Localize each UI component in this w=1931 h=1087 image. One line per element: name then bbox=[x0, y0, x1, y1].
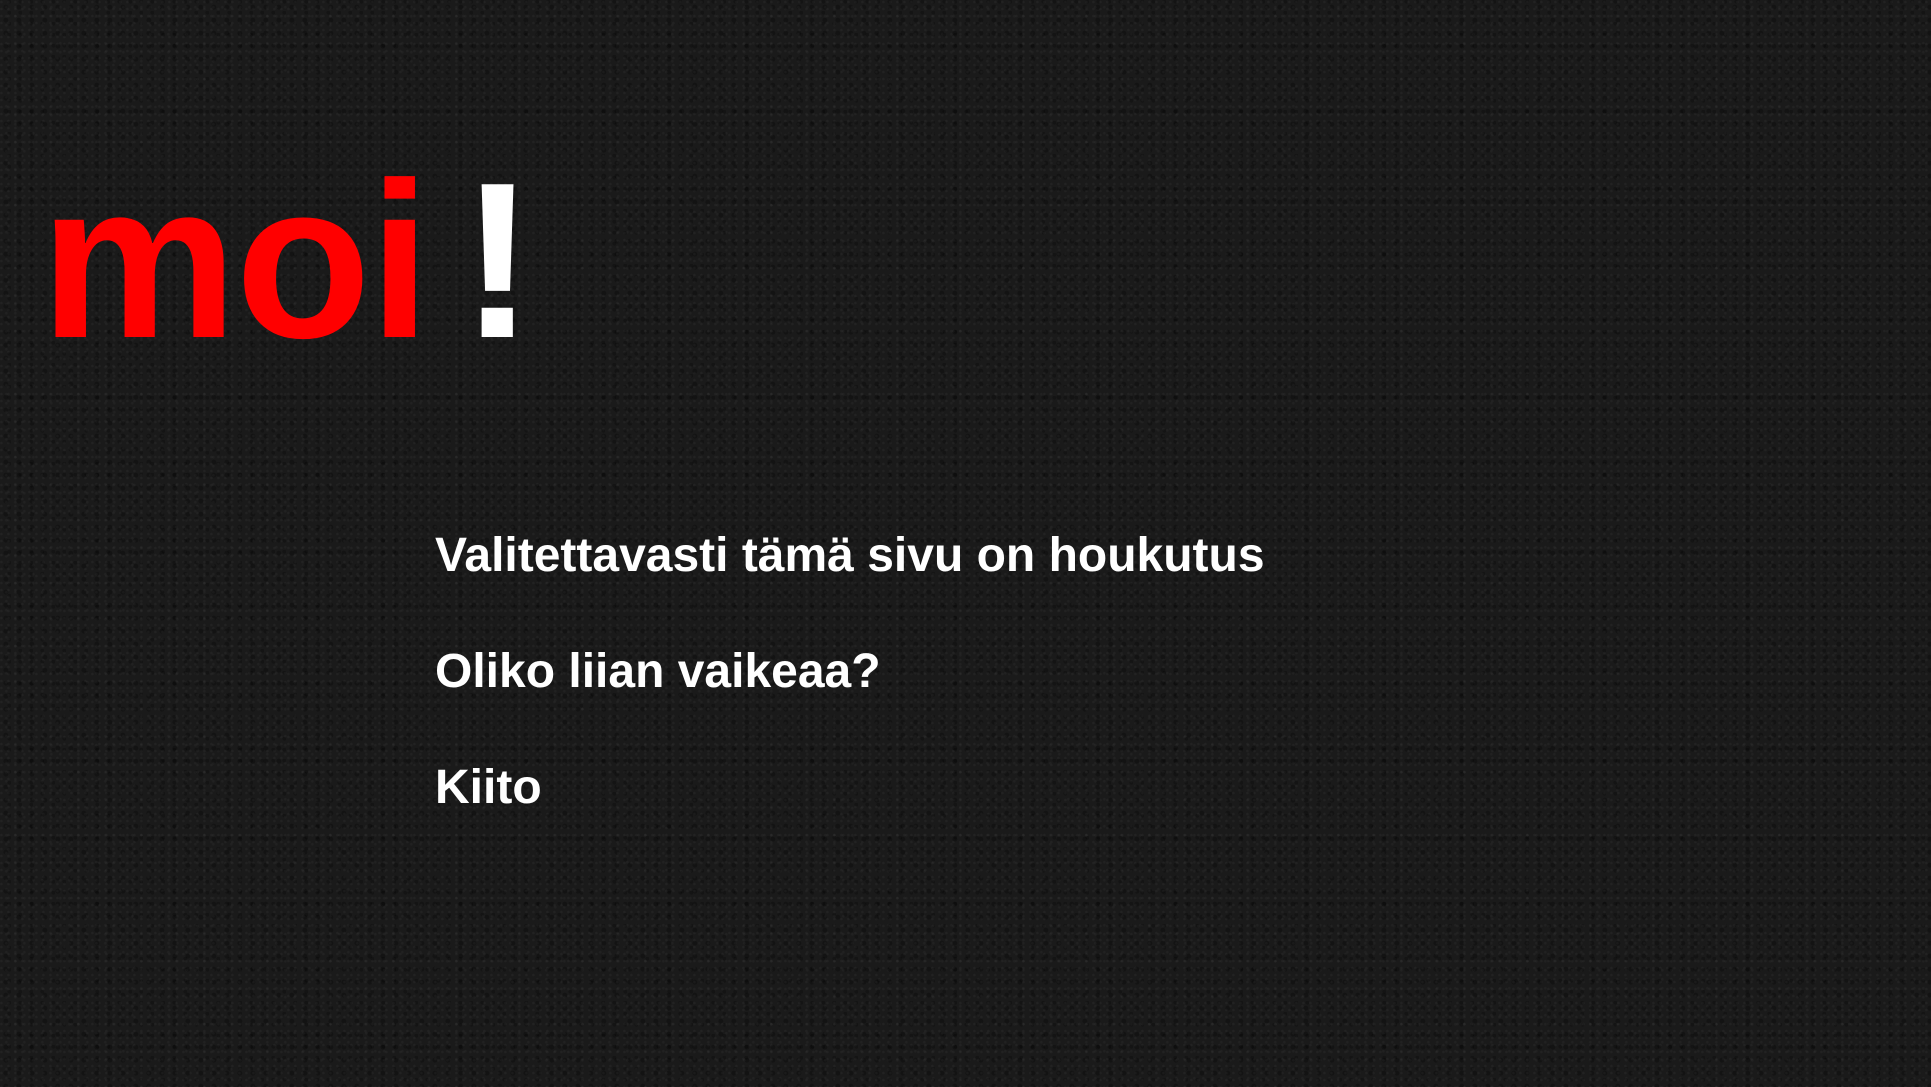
logo-word: moi bbox=[40, 137, 429, 385]
moi-logo bbox=[40, 137, 535, 390]
message-line-thanks: Kiito bbox=[435, 761, 542, 814]
logo-exclamation: ! bbox=[460, 137, 535, 385]
message-line-question: Oliko liian vaikeaa? bbox=[435, 645, 881, 698]
message-block bbox=[435, 528, 1265, 876]
message-line-honeypot: Valitettavasti tämä sivu on houkutus bbox=[435, 529, 1265, 582]
